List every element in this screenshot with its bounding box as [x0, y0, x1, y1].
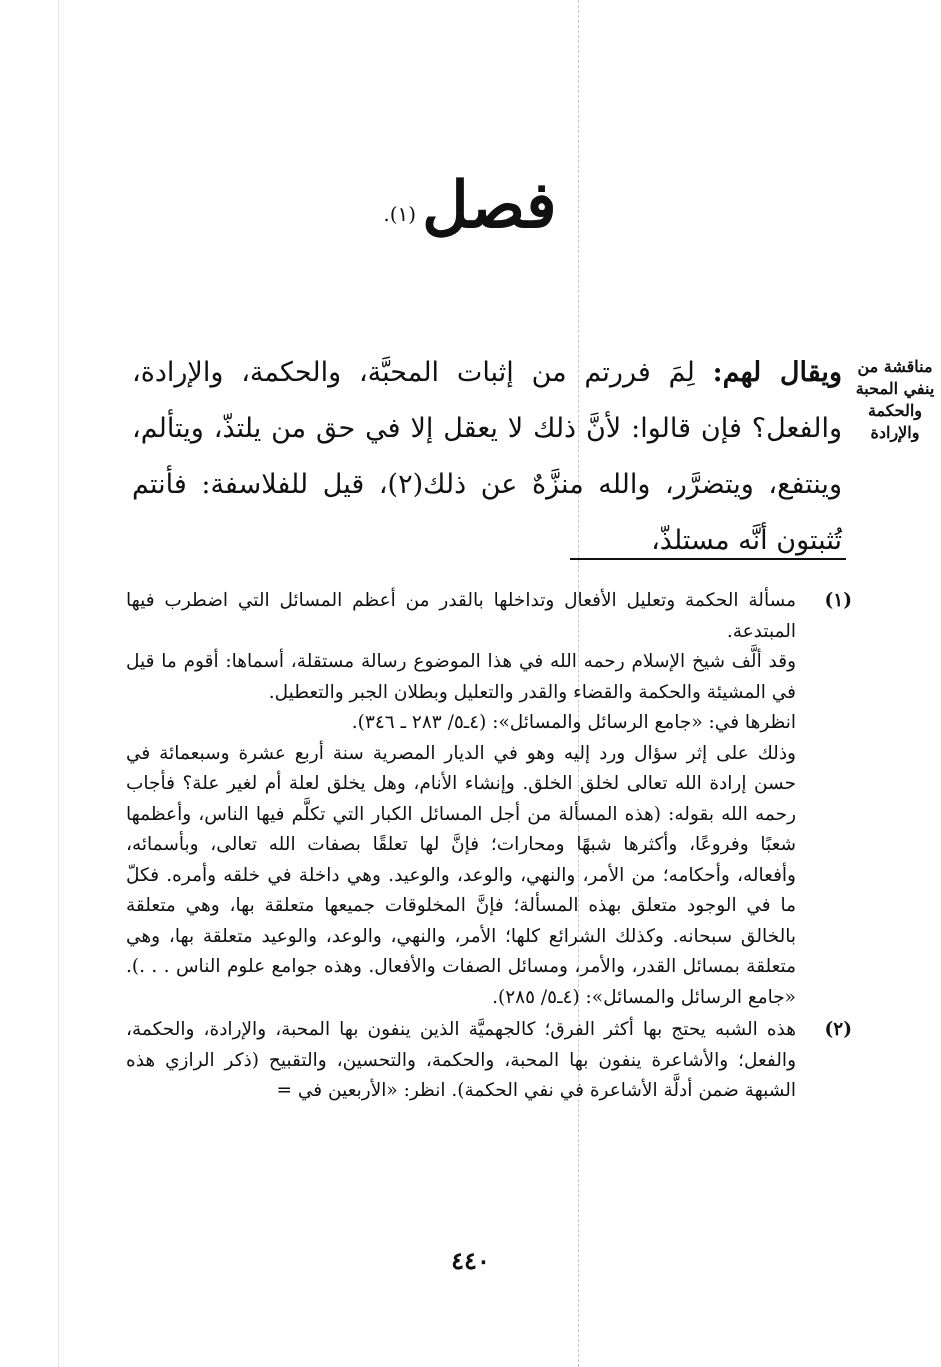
footnote-number: (٢) — [824, 1019, 852, 1040]
main-paragraph — [132, 345, 842, 569]
scan-edge-line — [58, 0, 59, 1367]
chapter-title: فصل — [422, 168, 557, 243]
footnote-1 — [126, 586, 852, 1013]
chapter-footnote-ref: (١). — [383, 201, 417, 226]
footnote-paragraph: هذه الشبه يحتج بها أكثر الفرق؛ كالجهميَّة الذين ينفون بها المحبة، والإرادة، والحكمة، والفعل؛ والأشاعرة ينفون بها المحبة، والحكمة، والتحسين، والتقبيح (ذكر الرازي هذه الشبهة ضمن أدلَّة الأشاعرة في نفي الحكمة). انظر: «الأربعين في = — [126, 1019, 796, 1101]
footnotes-section — [126, 586, 852, 1107]
chapter-heading — [340, 168, 600, 258]
main-body: لِمَ فررتم من إثبات المحبَّة، والحكمة، والإرادة، والفعل؟ فإن قالوا: لأنَّ ذلك لا يعقل إلا في حق من يلتذّ، ويتألم، وينتفع، ويتضرَّر، والله منزَّهٌ عن ذلك(٢)، قيل للفلاسفة: فأنتم تُثبتون أنَّه مستلذّ، — [132, 357, 842, 556]
margin-note: مناقشة من ينفي المحبة والحكمة والإرادة — [855, 357, 935, 442]
main-lead: ويقال لهم: — [712, 357, 842, 388]
footnote-paragraph: انظرها في: «جامع الرسائل والمسائل»: (٤ـ٥/ ٢٨٣ ـ ٣٤٦). — [351, 712, 796, 733]
footnote-number: (١) — [824, 590, 852, 611]
footnote-2 — [126, 1015, 852, 1107]
footnote-paragraph: مسألة الحكمة وتعليل الأفعال وتداخلها بالقدر من أعظم المسائل التي اضطرب فيها المبتدعة. — [126, 590, 796, 642]
footnote-separator — [570, 558, 846, 560]
page-number: ٤٤٠ — [451, 1246, 490, 1275]
footnote-paragraph: وذلك على إثر سؤال ورد إليه وهو في الديار المصرية سنة أربع عشرة وسبعمائة في حسن إرادة الله تعالى لخلق الخلق. وإنشاء الأنام، وهل يخلق لعلة أم لغير علة؟ فأجاب رحمه الله بقوله: (هذه المسألة من أجل المسائل الكبار التي تكلَّم فيها الناس، وأعظمها شعبًا وفروعًا، وأكثرها شبهًا ومحارات؛ فإنَّ لها تعلقًا بصفات الله تعالى، وبأسمائه، وأفعاله، وأحكامه؛ من الأمر، والنهي، والوعد، والوعيد. وهي داخلة في خلقه وأمره. فكلّ ما في الوجود متعلق بهذه المسألة؛ فإنَّ المخلوقات جميعها متعلقة بها، وهي متعلقة بالخالق سبحانه. وكذلك الشرائع كلها؛ الأمر، والنهي، والوعد، والوعيد متعلقة بها، وهي متعلقة بمسائل القدر، والأمر، ومسائل الصفات والأفعال. وهذه جوامع علوم الناس . . .). «جامع الرسائل والمسائل»: (٤ـ٥/ ٢٨٥). — [126, 742, 796, 1008]
footnote-paragraph: وقد ألَّف شيخ الإسلام رحمه الله في هذا الموضوع رسالة مستقلة، أسماها: أقوم ما قيل في المشيئة والحكمة والقضاء والقدر والتعليل وبطلان الجبر والتعطيل. — [126, 651, 796, 703]
